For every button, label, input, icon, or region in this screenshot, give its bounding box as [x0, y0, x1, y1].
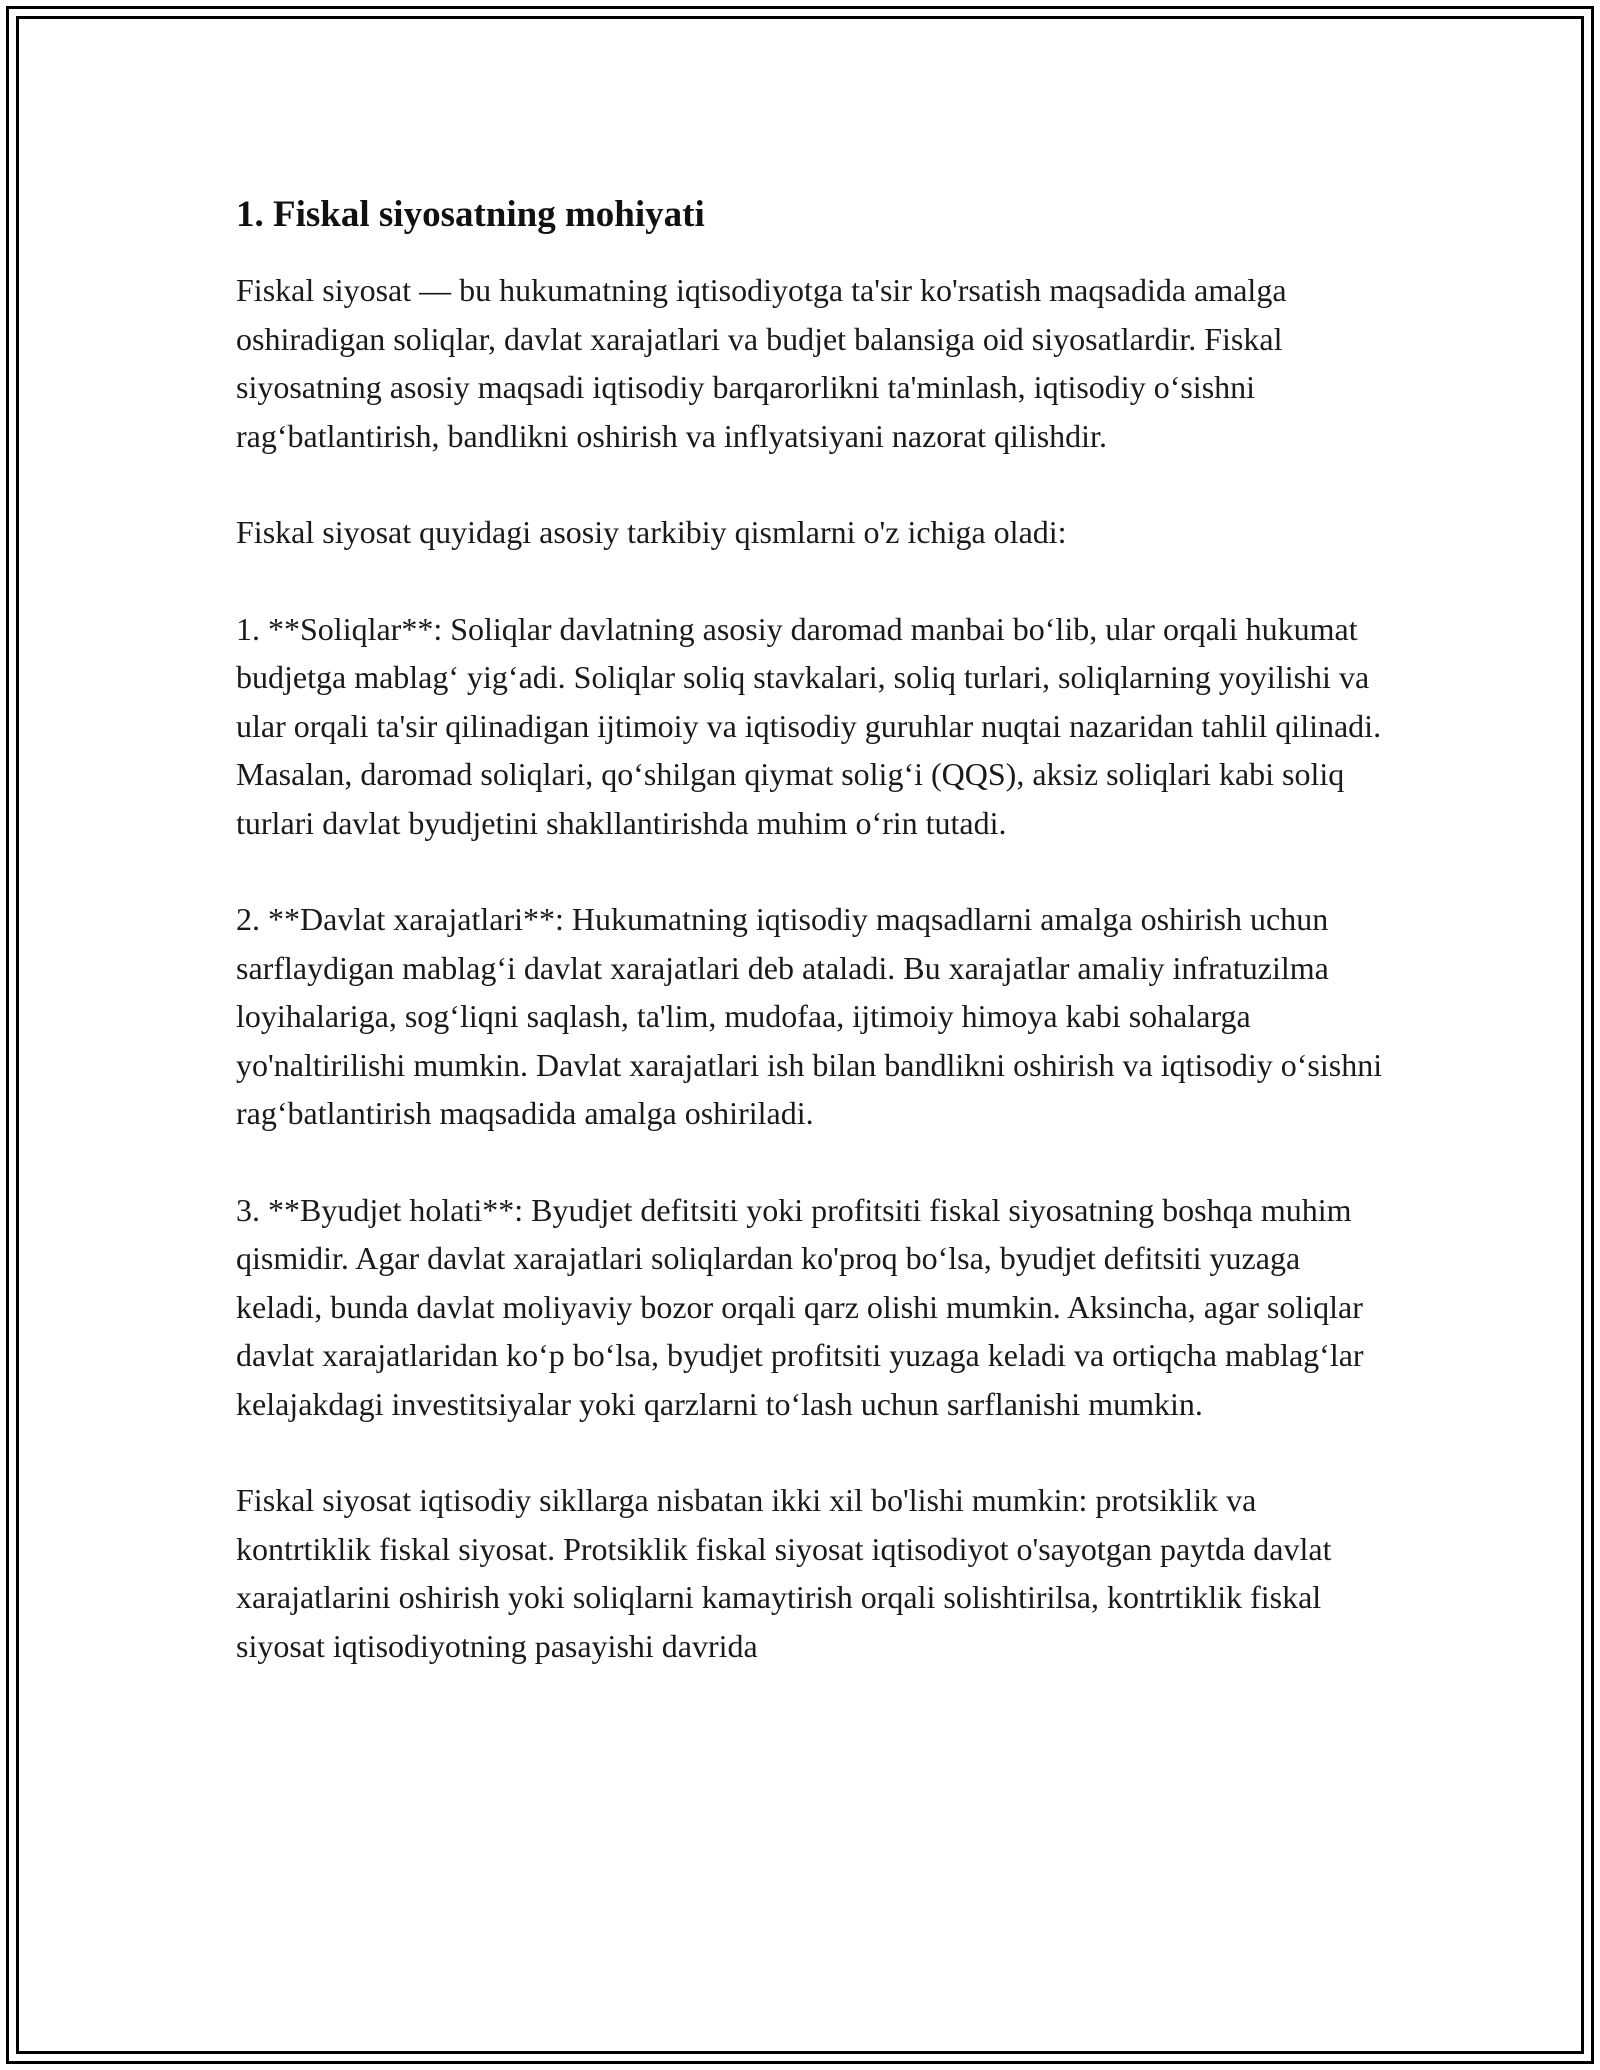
- paragraph-intro: Fiskal siyosat — bu hukumatning iqtisodiyotga ta'sir ko'rsatish maqsadida amalga oshiradigan soliqlar, davlat xarajatlari va budjet balansiga oid siyosatlardir. Fiskal siyosatning asosiy maqsadi iqtisodiy barqarorlikni ta'minlash, iqtisodiy o‘sishni rag‘batlantirish, bandlikni oshirish va inflyatsiyani nazorat qilishdir.: [236, 272, 1287, 454]
- section-heading: 1. Fiskal siyosatning mohiyati: [236, 194, 705, 235]
- paragraph-cyclical-policy: Fiskal siyosat iqtisodiy sikllarga nisbatan ikki xil bo'lishi mumkin: protsiklik va kontrtiklik fiskal siyosat. Protsiklik fiskal siyosat iqtisodiyot o'sayotgan paytda davlat xarajatlarini oshirish yoki soliqlarni kamaytirish orqali solishtirilsa, kontrtiklik fiskal siyosat iqtisodiyotning pasayishi davrida: [236, 1482, 1332, 1664]
- paragraph-government-spending: 2. **Davlat xarajatlari**: Hukumatning iqtisodiy maqsadlarni amalga oshirish uchun sarflaydigan mablag‘i davlat xarajatlari deb ataladi. Bu xarajatlar amaliy infratuzilma loyihalariga, sog‘liqni saqlash, ta'lim, mudofaa, ijtimoiy himoya kabi sohalarga yo'naltirilishi mumkin. Davlat xarajatlari ish bilan bandlikni oshirish va iqtisodiy o‘sishni rag‘batlantirish maqsadida amalga oshiriladi.: [236, 901, 1383, 1131]
- document-body: [236, 188, 1386, 1718]
- paragraph-budget-status: 3. **Byudjet holati**: Byudjet defitsiti yoki profitsiti fiskal siyosatning boshqa muhim qismidir. Agar davlat xarajatlari soliqlardan ko'proq bo‘lsa, byudjet defitsiti yuzaga keladi, bunda davlat moliyaviy bozor orqali qarz olishi mumkin. Aksincha, agar soliqlar davlat xarajatlaridan ko‘p bo‘lsa, byudjet profitsiti yuzaga keladi va ortiqcha mablag‘lar kelajakdagi investitsiyalar yoki qarzlarni to‘lash uchun sarflanishi mumkin.: [236, 1191, 1364, 1422]
- paragraph-taxes: 1. **Soliqlar**: Soliqlar davlatning asosiy daromad manbai bo‘lib, ular orqali hukumat budjetga mablag‘ yig‘adi. Soliqlar soliq stavkalari, soliq turlari, soliqlarning yoyilishi va ular orqali ta'sir qilinadigan ijtimoiy va iqtisodiy guruhlar nuqtai nazaridan tahlil qilinadi. Masalan, daromad soliqlari, qo‘shilgan qiymat solig‘i (QQS), aksiz soliqlari kabi soliq turlari davlat byudjetini shakllantirishda muhim o‘rin tutadi.: [236, 610, 1382, 841]
- paragraph-components: Fiskal siyosat quyidagi asosiy tarkibiy qismlarni o'z ichiga oladi:: [236, 514, 1067, 550]
